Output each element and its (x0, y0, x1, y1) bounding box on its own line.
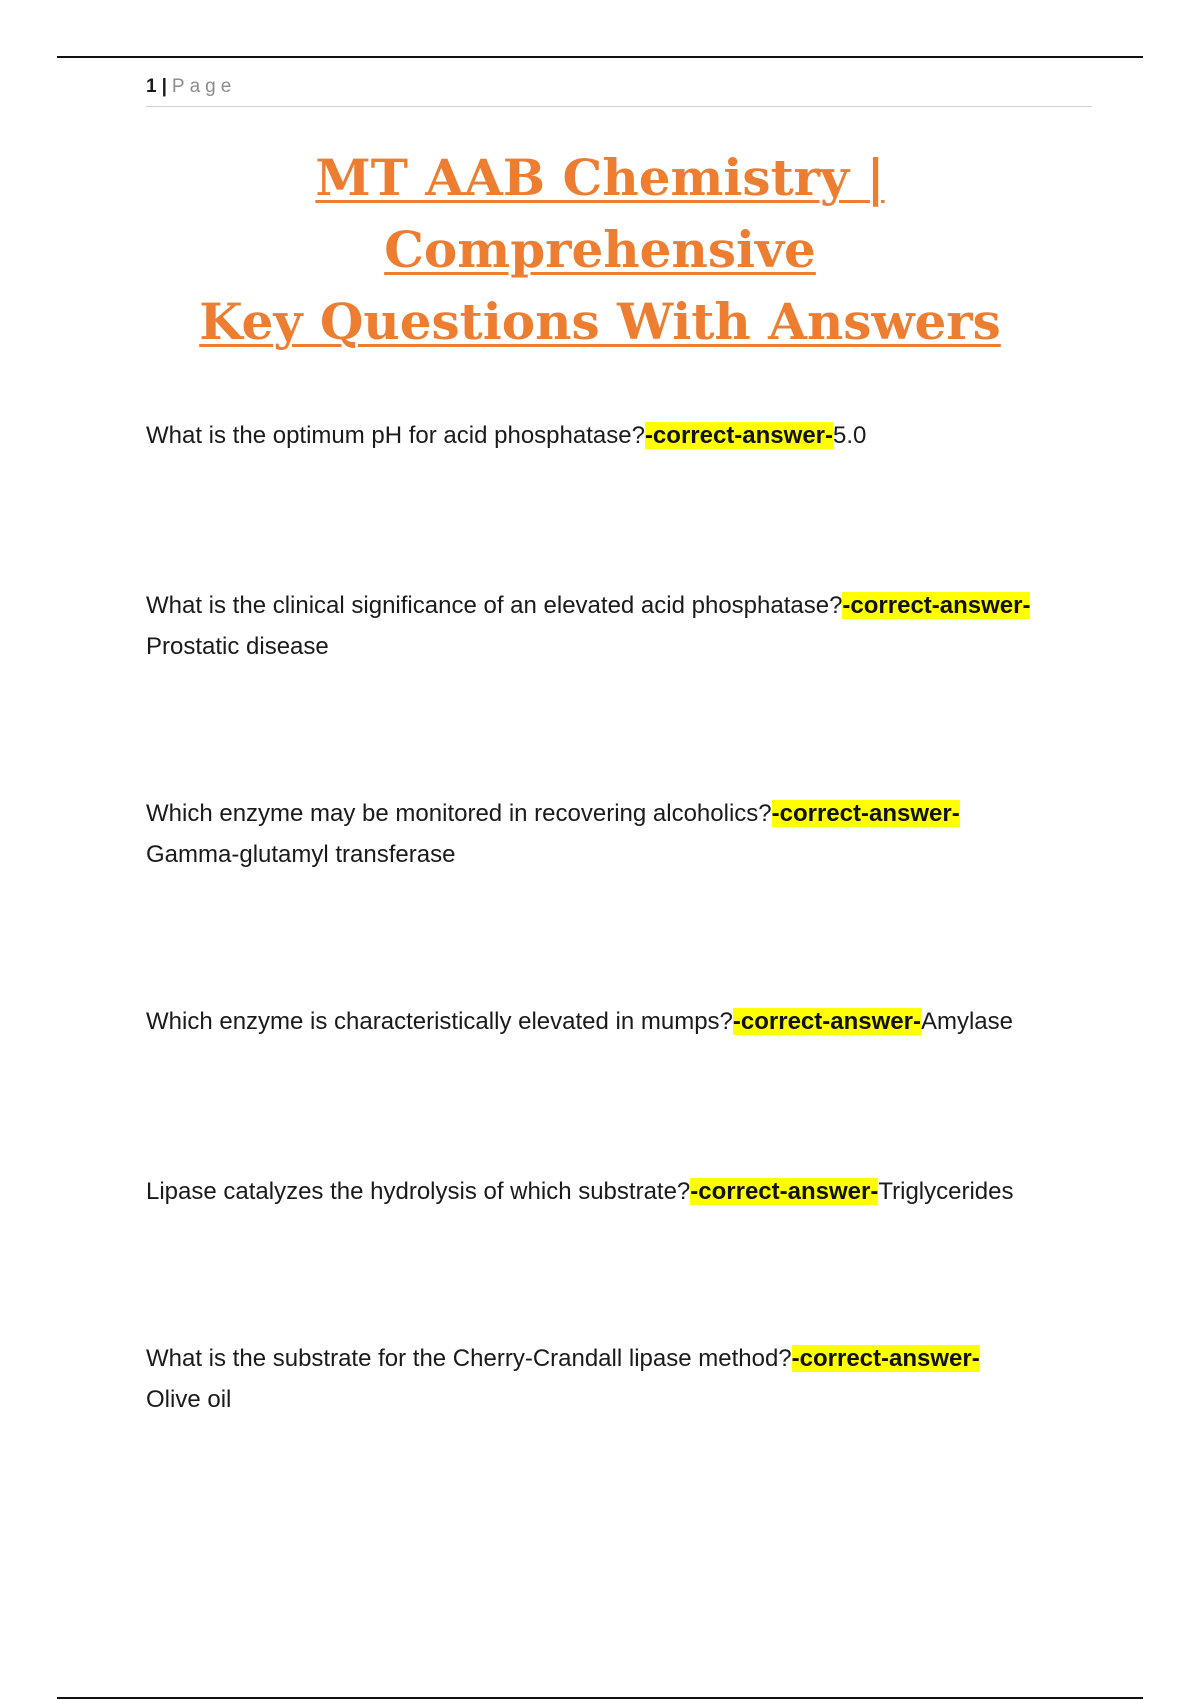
correct-answer-marker: -correct-answer- (791, 1345, 980, 1372)
page-separator: | (161, 76, 167, 97)
page-header (146, 74, 1092, 107)
question-text: Which enzyme may be monitored in recovering alcoholics? (146, 800, 772, 827)
top-page-border (57, 56, 1143, 58)
page-label: Page (171, 76, 237, 97)
correct-answer-marker: -correct-answer- (771, 800, 960, 827)
qa-item-4 (146, 1001, 1096, 1042)
answer-text: Amylase (920, 1008, 1013, 1035)
answer-text: Gamma-glutamyl transferase (146, 841, 456, 868)
question-text: What is the substrate for the Cherry-Crandall lipase method? (146, 1345, 792, 1372)
correct-answer-marker: -correct-answer- (644, 422, 833, 449)
answer-text: Prostatic disease (146, 633, 329, 660)
bottom-page-border (57, 1697, 1143, 1699)
correct-answer-marker: -correct-answer- (842, 592, 1031, 619)
title-line-1: MT AAB Chemistry | Comprehensive (315, 148, 885, 279)
correct-answer-marker: -correct-answer- (690, 1178, 879, 1205)
question-text: Which enzyme is characteristically elevated in mumps? (146, 1008, 733, 1035)
document-title (100, 142, 1100, 358)
answer-text: 5.0 (833, 422, 867, 449)
answer-text: Olive oil (146, 1386, 232, 1413)
qa-item-6 (146, 1338, 1096, 1420)
qa-item-1 (146, 415, 1096, 456)
question-text: Lipase catalyzes the hydrolysis of which substrate? (146, 1178, 691, 1205)
answer-text: Triglycerides (878, 1178, 1014, 1205)
qa-item-5 (146, 1171, 1096, 1212)
qa-item-3 (146, 793, 1096, 875)
correct-answer-marker: -correct-answer- (732, 1008, 921, 1035)
question-text: What is the optimum pH for acid phosphatase? (146, 422, 645, 449)
page-number: 1 (146, 76, 157, 97)
qa-item-2 (146, 585, 1096, 667)
title-line-2: Key Questions With Answers (199, 292, 1001, 351)
question-text: What is the clinical significance of an elevated acid phosphatase? (146, 592, 843, 619)
